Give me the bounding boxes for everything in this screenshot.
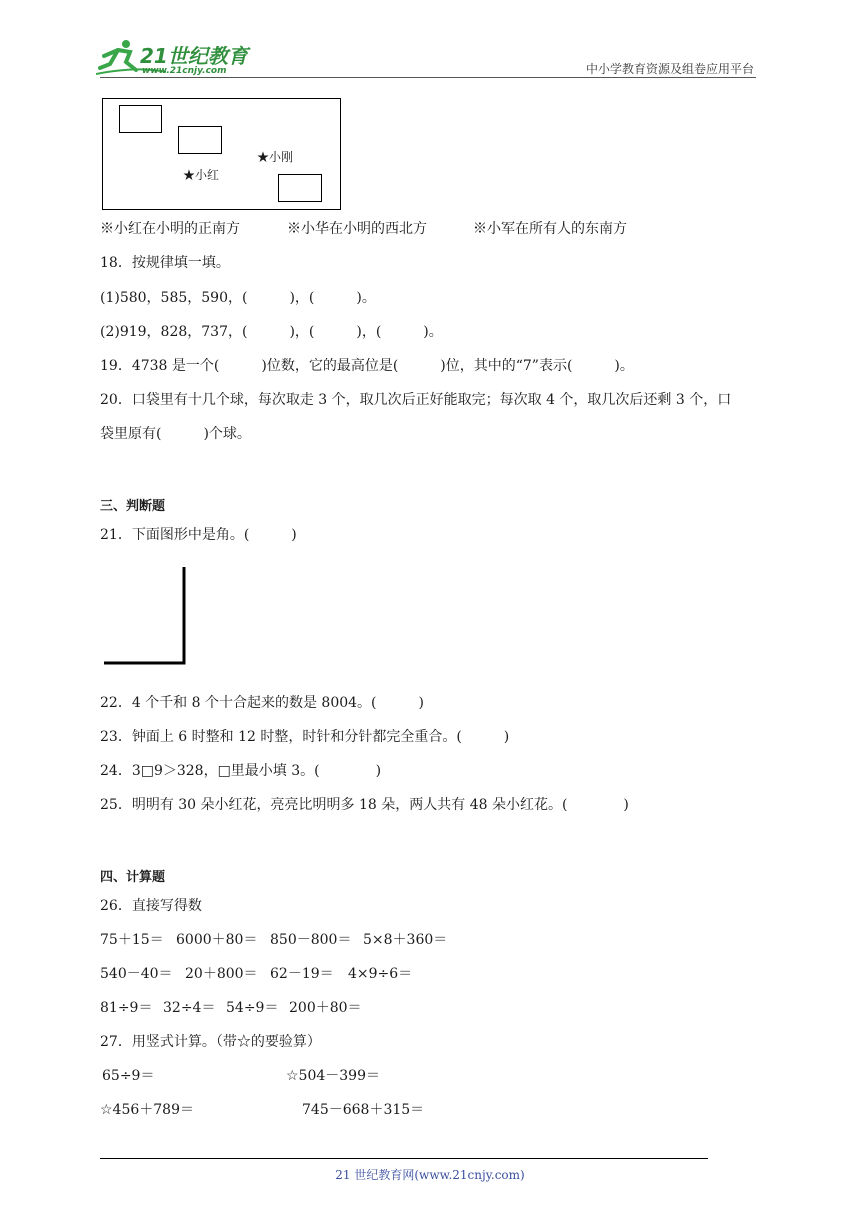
q18-part2: (2)919，828，737，( )，( )，( )。 xyxy=(100,324,443,340)
q20-line2: 袋里原有( )个球。 xyxy=(100,426,251,442)
q19: 19．4738 是一个( )位数，它的最高位是( )位，其中的“7”表示( )。 xyxy=(100,358,634,374)
q18-part1: (1)580，585，590，( )，( )。 xyxy=(100,290,376,306)
q26-item: 200＋80＝ xyxy=(289,1000,362,1016)
angle-figure xyxy=(102,564,192,668)
q27-item-d: 745－668＋315＝ xyxy=(302,1102,425,1118)
map-building-3 xyxy=(278,174,322,202)
site-logo xyxy=(96,38,266,78)
q26-item: 850－800＝ xyxy=(270,932,352,948)
map-building-2 xyxy=(178,126,222,154)
clue-2: ※小华在小明的西北方 xyxy=(287,221,427,237)
q26-row-1 xyxy=(100,929,448,949)
q26-item: 20＋800＝ xyxy=(185,966,258,982)
clue-3: ※小军在所有人的东南方 xyxy=(473,221,627,237)
q26-item: 5×8＋360＝ xyxy=(363,932,448,948)
q22: 22．4 个千和 8 个十合起来的数是 8004。( ) xyxy=(100,695,424,711)
q23: 23．钟面上 6 时整和 12 时整，时针和分针都完全重合。( ) xyxy=(100,729,510,745)
q26-row-3 xyxy=(100,997,362,1017)
platform-title: 中小学教育资源及组卷应用平台 xyxy=(585,62,754,76)
q24: 24．3□9＞328，□里最小填 3。( ) xyxy=(100,763,382,779)
header-divider xyxy=(100,77,756,78)
section-judgement-title: 三、判断题 xyxy=(100,499,166,514)
q21: 21．下面图形中是角。( ) xyxy=(100,527,297,543)
position-map xyxy=(102,98,341,210)
q26-item: 540－40＝ xyxy=(100,966,173,982)
footer-divider xyxy=(100,1158,708,1159)
q27-title: 27．用竖式计算。（带☆的要验算） xyxy=(100,1034,321,1050)
q26-item: 6000＋80＝ xyxy=(176,932,258,948)
clue-1: ※小红在小明的正南方 xyxy=(100,221,240,237)
q26-row-2 xyxy=(100,963,413,983)
q25: 25．明明有 30 朵小红花，亮亮比明明多 18 朵，两人共有 48 朵小红花。( ) xyxy=(100,797,629,813)
q27-item-b: ☆504－399＝ xyxy=(286,1068,380,1084)
logo-text: 21世纪教育 xyxy=(140,44,248,68)
q20-line1: 20．口袋里有十几个球，每次取走 3 个，取几次后正好能取完；每次取 4 个，取几次后还剩 3 个，口 xyxy=(100,392,732,408)
q26-item: 62－19＝ xyxy=(270,966,334,982)
q26-item: 4×9÷6＝ xyxy=(348,966,413,982)
q26-item: 32÷4＝ xyxy=(163,1000,216,1016)
q26-title: 26．直接写得数 xyxy=(100,898,202,914)
q26-item: 81÷9＝ xyxy=(100,1000,153,1016)
section-calculation-title: 四、计算题 xyxy=(100,870,166,885)
map-building-1 xyxy=(119,105,162,133)
map-label-xiaogang: ★小刚 xyxy=(257,150,294,164)
q26-item: 75＋15＝ xyxy=(100,932,164,948)
map-label-xiaohong: ★小红 xyxy=(183,168,220,182)
q26-item: 54÷9＝ xyxy=(226,1000,279,1016)
q27-item-c: ☆456＋789＝ xyxy=(100,1102,194,1118)
logo-url: www.21cnjy.com xyxy=(142,66,227,76)
footer-link[interactable]: 21 世纪教育网(www.21cnjy.com) xyxy=(335,1168,525,1182)
q27-item-a: 65÷9＝ xyxy=(102,1068,155,1084)
q18-title: 18．按规律填一填。 xyxy=(100,255,230,271)
